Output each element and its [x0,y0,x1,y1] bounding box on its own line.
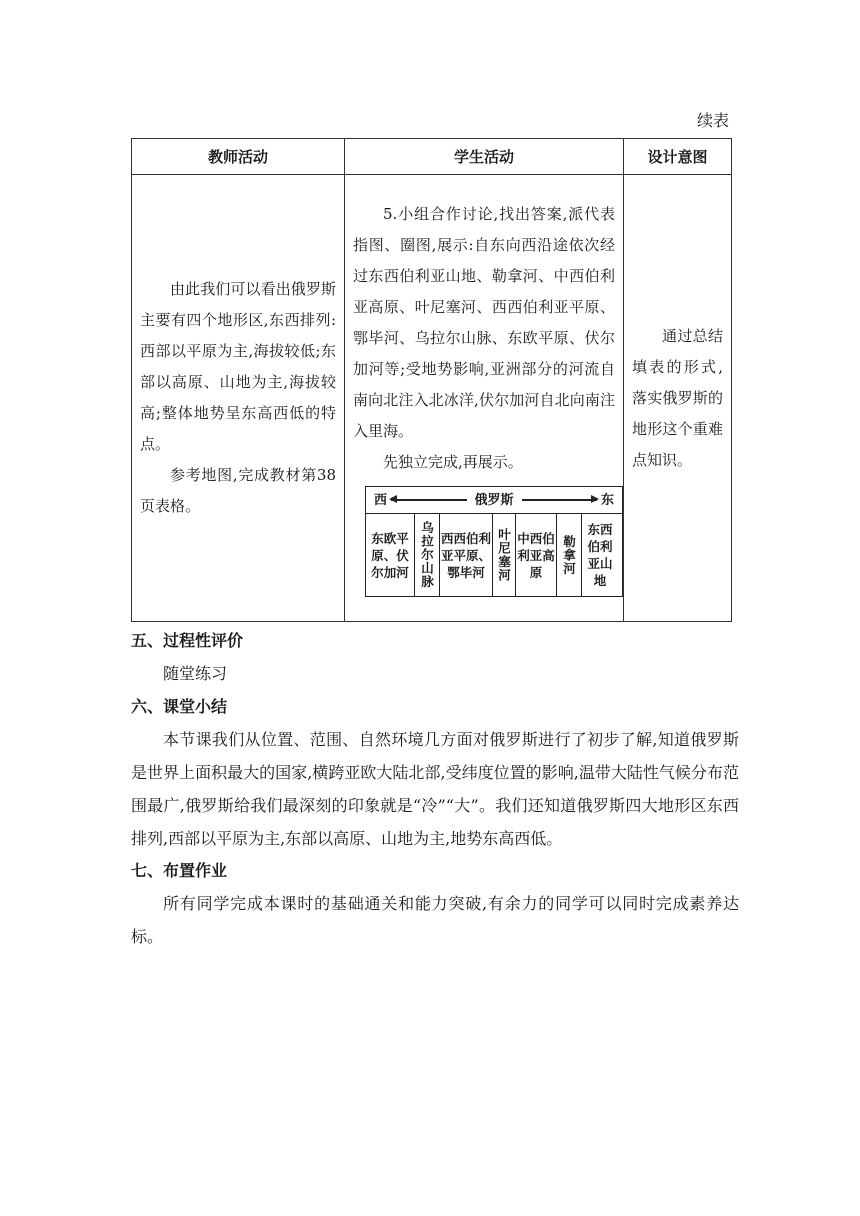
russia-terrain-diagram [365,486,623,597]
student-text-1: 5.小组合作讨论,找出答案,派代表指图、圈图,展示:自东向西沿途依次经过东西伯利亚山地、勒拿河、中西伯利亚高原、叶尼塞河、西西伯利亚平原、鄂毕河、乌拉尔山脉、东欧平原、伏尔加河等;受地势影响,亚洲部分的河流自南向北注入北冰洋,伏尔加河自北向南注入里海。 [353,205,615,440]
section-body: 所有同学完成本课时的基础通关和能力突破,有余力的同学可以同时完成素养达标。 [131,894,739,946]
terrain-box: 中西伯利亚高原 [516,514,557,596]
section-heading: 六、课堂小结 [131,697,228,716]
section-homework [131,854,739,953]
header-teacher-activity: 教师活动 [132,139,345,175]
student-text-2: 先独立完成,再展示。 [383,453,523,471]
direction-row [366,487,622,514]
lesson-activity-table [131,138,732,622]
east-label: 东 [601,492,615,508]
terrain-box: 东西伯利亚山地 [587,522,613,588]
section-body: 随堂练习 [163,664,228,683]
continued-table-label: 续表 [696,111,729,130]
left-arrow-icon [391,499,466,501]
section-summary [131,690,739,855]
west-label: 西 [374,492,388,508]
header-design-intent: 设计意图 [624,139,732,175]
design-intent-cell [624,175,732,622]
right-arrow-icon [522,499,597,501]
table-header-row [132,139,732,175]
teacher-text-2: 参考地图,完成教材第38页表格。 [140,466,336,515]
header-student-activity: 学生活动 [345,139,624,175]
section-heading: 七、布置作业 [131,861,228,880]
section-evaluation [131,624,739,690]
terrain-box: 勒拿河 [561,534,577,576]
terrain-box: 叶尼塞河 [496,528,512,582]
terrain-box: 东欧平原、伏尔加河 [366,514,415,596]
terrain-box: 乌拉尔山脉 [419,521,435,589]
section-body: 本节课我们从位置、范围、自然环境几方面对俄罗斯进行了初步了解,知道俄罗斯是世界上面积最大的国家,横跨亚欧大陆北部,受纬度位置的影响,温带大陆性气候分布范围最广,俄罗斯给我们最深刻的印象就是“冷”“大”。我们还知道俄罗斯四大地形区东西排列,西部以平原为主,东部以高原、山地为主,地势东高西低。 [131,730,739,848]
section-heading: 五、过程性评价 [131,631,244,650]
terrain-boxes [366,514,622,596]
table-row [132,175,732,622]
student-activity-cell [345,175,624,622]
teacher-activity-cell [132,175,345,622]
intent-text: 通过总结填表的形式,落实俄罗斯的地形这个重难点知识。 [632,326,723,469]
terrain-box: 西西伯利亚平原、鄂毕河 [440,514,493,596]
teacher-text-1: 由此我们可以看出俄罗斯主要有四个地形区,东西排列:西部以平原为主,海拔较低;东部以高原、山地为主,海拔较高;整体地势呈东高西低的特点。 [140,280,336,453]
russia-label: 俄罗斯 [474,492,514,508]
